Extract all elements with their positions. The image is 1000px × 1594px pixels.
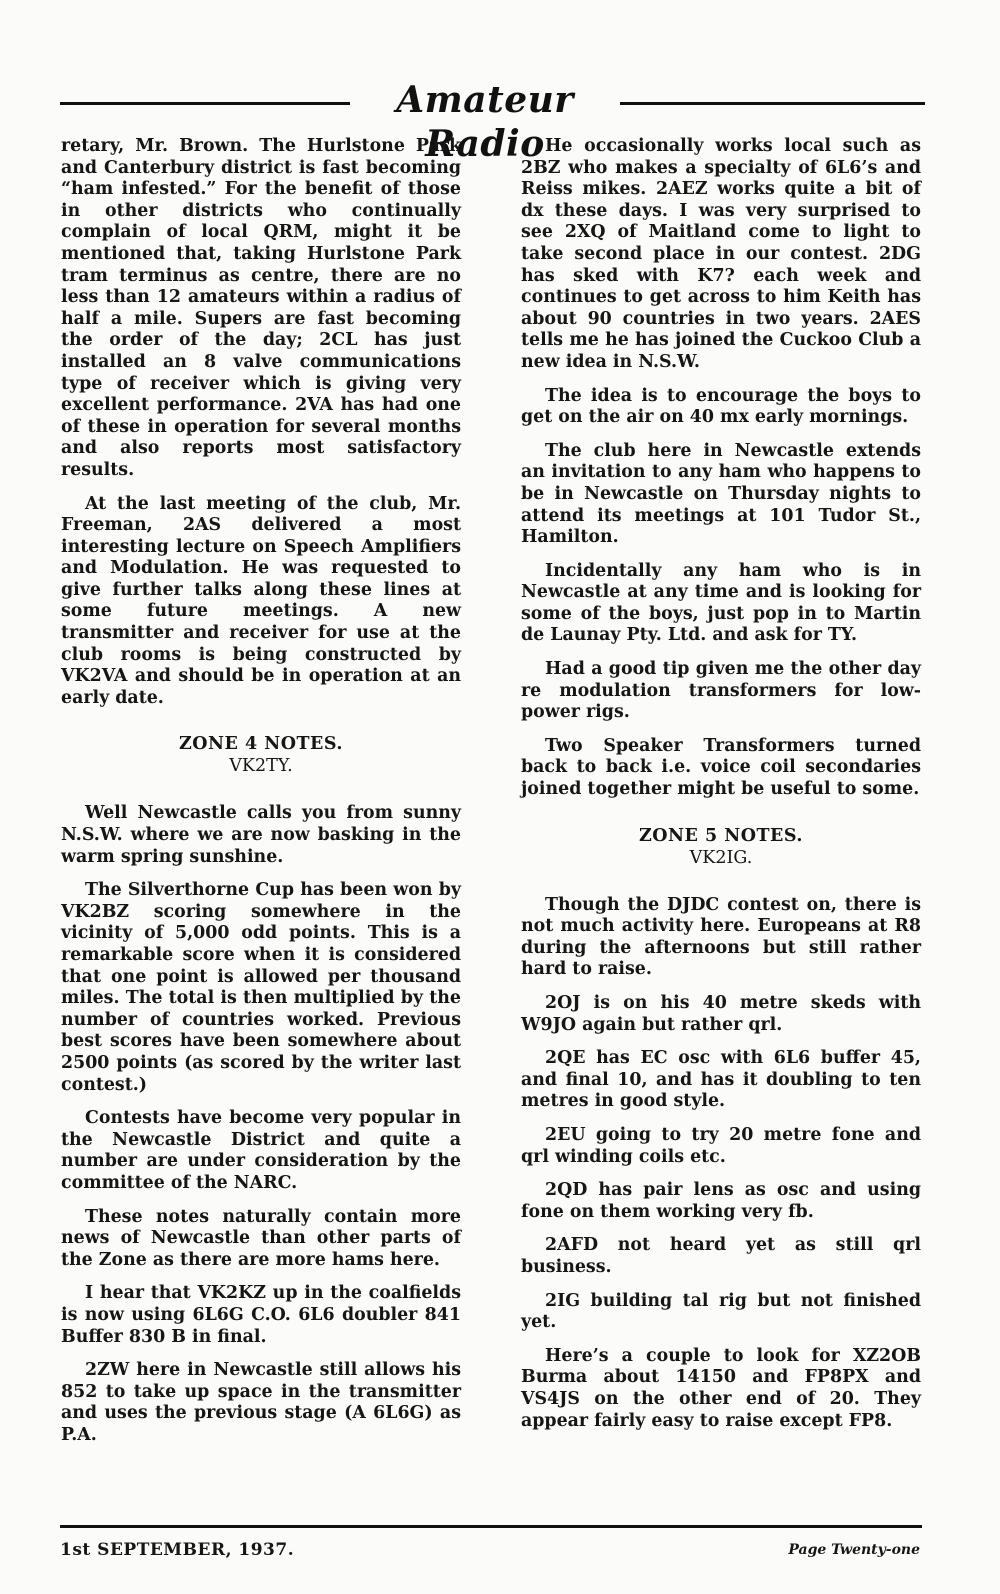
footer-date: 1st SEPTEMBER, 1937. <box>60 1540 295 1560</box>
paragraph: Had a good tip given me the other day re modulation transformers for low-power rigs. <box>521 659 921 723</box>
paragraph: Contests have become very popular in the Newcastle District and quite a number are under consideration by the committee of the NARC. <box>61 1108 461 1193</box>
masthead-rule-left <box>60 102 350 105</box>
zone4-heading: ZONE 4 NOTES. <box>179 734 343 755</box>
zone4-header <box>61 733 461 777</box>
paragraph: Though the DJDC contest on, there is not much activity here. Europeans at R8 during the afternoons but still rather hard to raise. <box>521 894 921 980</box>
masthead-rule-right <box>620 102 925 105</box>
masthead-title: Amateur Radio <box>396 79 574 165</box>
paragraph: 2IG building tal rig but not finished yet. <box>521 1290 921 1333</box>
zone5-author: VK2IG. <box>689 847 753 868</box>
paragraph: Incidentally any ham who is in Newcastle at any time and is looking for some of the boys, just pop in to Martin de Launay Pty. Ltd. and ask for TY. <box>521 560 921 646</box>
footer-rule <box>60 1525 922 1528</box>
paragraph: The Silverthorne Cup has been won by VK2BZ scoring somewhere in the vicinity of 5,000 odd points. This is a remarkable score when it is considered that one point is allowed per thousand miles. The total is then multiplied by the number of countries worked. Previous best scores have been somewhere about 2500 points (as scored by the writer last contest.) <box>61 880 461 1095</box>
right-column <box>521 136 921 1444</box>
paragraph: 2OJ is on his 40 metre skeds with W9JO again but rather qrl. <box>521 993 921 1035</box>
paragraph: 2ZW here in Newcastle still allows his 852 to take up space in the transmitter and uses the previous stage (A 6L6G) as P.A. <box>61 1360 461 1445</box>
paragraph: Well Newcastle calls you from sunny N.S.W. where we are now basking in the warm spring sunshine. <box>61 803 461 867</box>
paragraph: These notes naturally contain more news of Newcastle than other parts of the Zone as there are more hams here. <box>61 1206 461 1270</box>
paragraph: Here’s a couple to look for XZ2OB Burma about 14150 and FP8PX and VS4JS on the other end of 20. They appear fairly easy to raise except FP8. <box>521 1345 921 1431</box>
paragraph: At the last meeting of the club, Mr. Freeman, 2AS delivered a most interesting lecture on Speech Amplifiers and Modulation. He was requested to give further talks along these lines at some future meetings. A new transmitter and receiver for use at the club rooms is being constructed by VK2VA and should be in operation at an early date. <box>61 493 461 708</box>
zone5-heading: ZONE 5 NOTES. <box>639 825 803 846</box>
zone4-author: VK2TY. <box>229 756 293 777</box>
paragraph: He occasionally works local such as 2BZ who makes a specialty of 6L6’s and Reiss mikes. 2AEZ works quite a bit of dx these days. I was very surprised to see 2XQ of Maitland come to light to take second place in our contest. 2DG has sked with K7? each week and continues to get across to him Keith has about 90 countries in two years. 2AES tells me he has joined the Cuckoo Club a new idea in N.S.W. <box>521 136 921 372</box>
zone5-header <box>521 825 921 869</box>
masthead <box>60 78 920 165</box>
paragraph: The idea is to encourage the boys to get on the air on 40 mx early mornings. <box>521 385 921 428</box>
paragraph: retary, Mr. Brown. The Hurlstone Park and Canterbury district is fast becoming “ham infested.” For the benefit of those in other districts who continually complain of local QRM, might it be mentioned that, taking Hurlstone Park tram terminus as centre, there are no less than 12 amateurs within a radius of half a mile. Supers are fast becoming the order of the day; 2CL has just installed an 8 valve communications type of receiver which is giving very excellent performance. 2VA has had one of these in operation for several months and also reports most satisfactory results. <box>61 136 461 480</box>
left-column <box>61 136 461 1458</box>
paragraph: 2AFD not heard yet as still qrl business. <box>521 1235 921 1277</box>
paragraph: 2QD has pair lens as osc and using fone on them working very fb. <box>521 1180 921 1222</box>
paragraph: 2EU going to try 20 metre fone and qrl winding coils etc. <box>521 1124 921 1167</box>
paragraph: The club here in Newcastle extends an invitation to any ham who happens to be in Newcastle on Thursday nights to attend its meetings at 101 Tudor St., Hamilton. <box>521 440 921 548</box>
paragraph: Two Speaker Transformers turned back to back i.e. voice coil secondaries joined together might be useful to some. <box>521 735 921 800</box>
paragraph: I hear that VK2KZ up in the coalfields is now using 6L6G C.O. 6L6 doubler 841 Buffer 830 B in final. <box>61 1283 461 1347</box>
paragraph: 2QE has EC osc with 6L6 buffer 45, and final 10, and has it doubling to ten metres in good style. <box>521 1048 921 1112</box>
footer-page-number: Page Twenty-one <box>788 1542 920 1558</box>
